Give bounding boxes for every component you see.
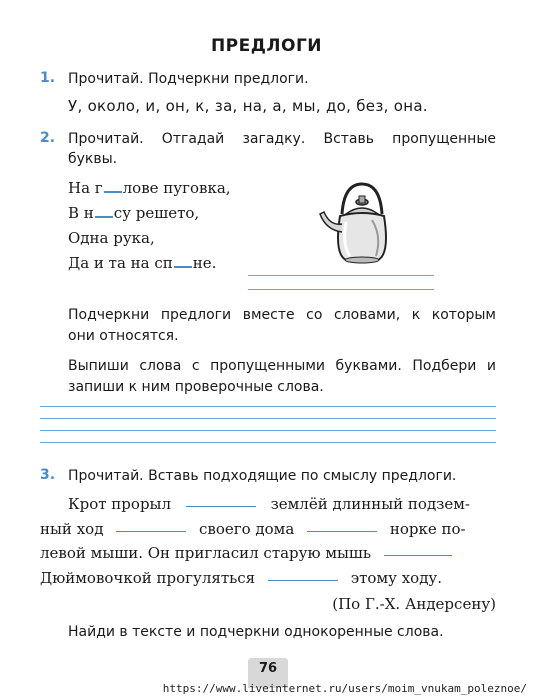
preposition-gap[interactable]: [307, 531, 377, 532]
task2-number: 2.: [40, 130, 56, 146]
task1-number: 1.: [40, 70, 56, 86]
task3-final-instruction: Найди в тексте и подчеркни однокоренные слова.: [68, 624, 444, 640]
task2-instruction3-line2: запиши к ним проверочные слова.: [68, 379, 324, 395]
task3-instruction: Прочитай. Вставь подходящие по смыслу предлоги.: [68, 468, 457, 484]
source-url: https://www.liveinternet.ru/users/moim_vnukam_poleznoe/: [162, 682, 527, 695]
teapot-icon: [312, 176, 412, 266]
page-number: 76: [248, 658, 288, 688]
preposition-gap[interactable]: [268, 580, 338, 581]
task2-instruction-line2: буквы.: [68, 151, 118, 167]
riddle-line-2: В н су решето,: [68, 204, 200, 222]
text-line-2: ный ход своего дома норке по-: [40, 520, 466, 538]
missing-letter-gap[interactable]: [104, 177, 122, 193]
task2-instruction3-line1: Выпиши слова с пропущенными буквами. Подбери и: [68, 358, 496, 374]
task3-number: 3.: [40, 467, 56, 483]
text-line-4: Дюймовочкой прогуляться этому ходу.: [40, 569, 443, 587]
task2-instruction2-line2: они относятся.: [68, 328, 179, 344]
answer-line[interactable]: [40, 430, 496, 431]
task2-instruction-line1: Прочитай. Отгадай загадку. Вставь пропущенные: [68, 131, 496, 147]
riddle-line-4: Да и та на сп не.: [68, 254, 217, 272]
text-line-3: левой мыши. Он пригласил старую мышь: [40, 541, 500, 565]
missing-letter-gap[interactable]: [174, 252, 192, 268]
preposition-gap[interactable]: [186, 506, 256, 507]
riddle-line-1: На г лове пуговка,: [68, 179, 231, 197]
text-line-1: Крот прорыл землёй длинный подзем-: [68, 495, 470, 513]
preposition-gap[interactable]: [384, 555, 452, 556]
answer-line[interactable]: [40, 406, 496, 407]
task1-instruction: Прочитай. Подчеркни предлоги.: [68, 71, 309, 87]
missing-letter-gap[interactable]: [95, 202, 113, 218]
task1-words: У, около, и, он, к, за, на, а, мы, до, без, она.: [68, 97, 428, 115]
riddle-line-3: Одна рука,: [68, 229, 155, 247]
answer-line[interactable]: [40, 442, 496, 443]
task2-instruction2-line1: Подчеркни предлоги вместе со словами, к которым: [68, 307, 496, 323]
preposition-gap[interactable]: [116, 531, 186, 532]
page-title: ПРЕДЛОГИ: [210, 36, 323, 56]
answer-line[interactable]: [40, 418, 496, 419]
source-attribution: (По Г.-Х. Андерсену): [332, 595, 496, 613]
